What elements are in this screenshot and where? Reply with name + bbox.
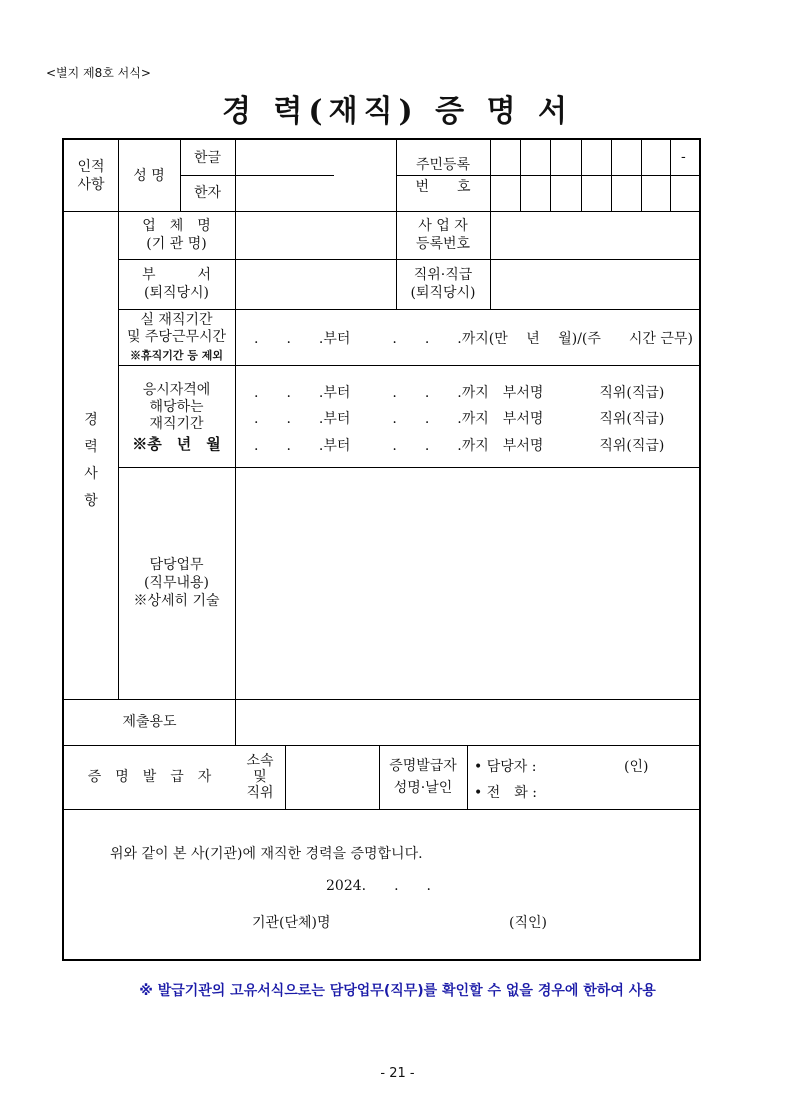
issuer-sign-label: 증명발급자 성명·날인 — [389, 758, 457, 796]
affiliation-label: 소속 및 직위 — [246, 753, 274, 801]
certification-statement: 위와 같이 본 사(기관)에 재직한 경력을 증명합니다. — [110, 846, 423, 862]
contact-seal: (인) — [624, 759, 649, 775]
position-field[interactable] — [490, 259, 701, 309]
resident-number-label: 주민등록 번 호 — [415, 156, 471, 195]
qualifying-period-row[interactable]: . . .부터 . . .까지 부서명 직위(직급) — [254, 438, 665, 454]
issuer-label: 증 명 발 급 자 — [87, 769, 212, 785]
purpose-field[interactable] — [235, 699, 701, 745]
certificate-table — [62, 138, 701, 961]
company-name-field[interactable] — [235, 211, 396, 259]
hangul-name-field[interactable] — [235, 140, 396, 175]
position-label: 직위·직급 (퇴직당시) — [410, 267, 476, 301]
hanja-label: 한자 — [193, 185, 222, 201]
affiliation-field[interactable] — [285, 745, 379, 809]
qualifying-period-row[interactable]: . . .부터 . . .까지 부서명 직위(직급) — [254, 385, 665, 401]
purpose-label: 제출용도 — [122, 714, 177, 730]
duties-field[interactable] — [235, 467, 701, 699]
page-number: - 21 - — [380, 1066, 415, 1081]
department-label: 부 서 (퇴직당시) — [141, 267, 212, 301]
duties-label: 담당업무 (직무내용) ※상세히 기술 — [133, 557, 220, 609]
issue-date[interactable]: 2024. . . — [326, 878, 431, 894]
business-number-label: 사 업 자 등록번호 — [415, 218, 471, 252]
contact-person-label: • 담당자 : — [474, 759, 537, 775]
leave-excluded-note: ※휴직기간 등 제외 — [129, 348, 224, 362]
employment-period-row[interactable]: . . .부터 . . .까지(만 년 월)/(주 시간 근무) — [254, 331, 693, 347]
qualifying-period-row[interactable]: . . .부터 . . .까지 부서명 직위(직급) — [254, 411, 665, 427]
business-number-field[interactable] — [490, 211, 701, 259]
hangul-label: 한글 — [193, 149, 222, 166]
usage-footnote: ※ 발급기관의 고유서식으로는 담당업무(직무)를 확인할 수 없을 경우에 한하여 사용 — [139, 983, 656, 999]
employment-period-label: 실 재직기간 및 주당근무시간 — [126, 312, 227, 345]
qualifying-period-label: 응시자격에 해당하는 재직기간 — [142, 381, 211, 432]
phone-label: • 전 화 : — [474, 785, 537, 801]
hanja-name-field[interactable] — [235, 175, 396, 211]
company-name-label: 업 체 명 (기 관 명) — [142, 218, 211, 252]
section-personal-info: 인적 사항 — [77, 158, 105, 193]
form-number-label: <별지 제8호 서식> — [46, 66, 151, 80]
organization-name-label: 기관(단체)명 — [252, 915, 331, 931]
name-label: 성 명 — [133, 167, 165, 184]
official-seal-label: (직인) — [509, 915, 547, 931]
resident-number-dash: - — [681, 149, 686, 165]
document-title: 경 력(재직) 증 명 서 — [221, 94, 574, 129]
total-period-label: ※총 년 월 — [132, 435, 221, 453]
department-field[interactable] — [235, 259, 396, 309]
section-career: 경 력 사 항 — [84, 412, 98, 509]
